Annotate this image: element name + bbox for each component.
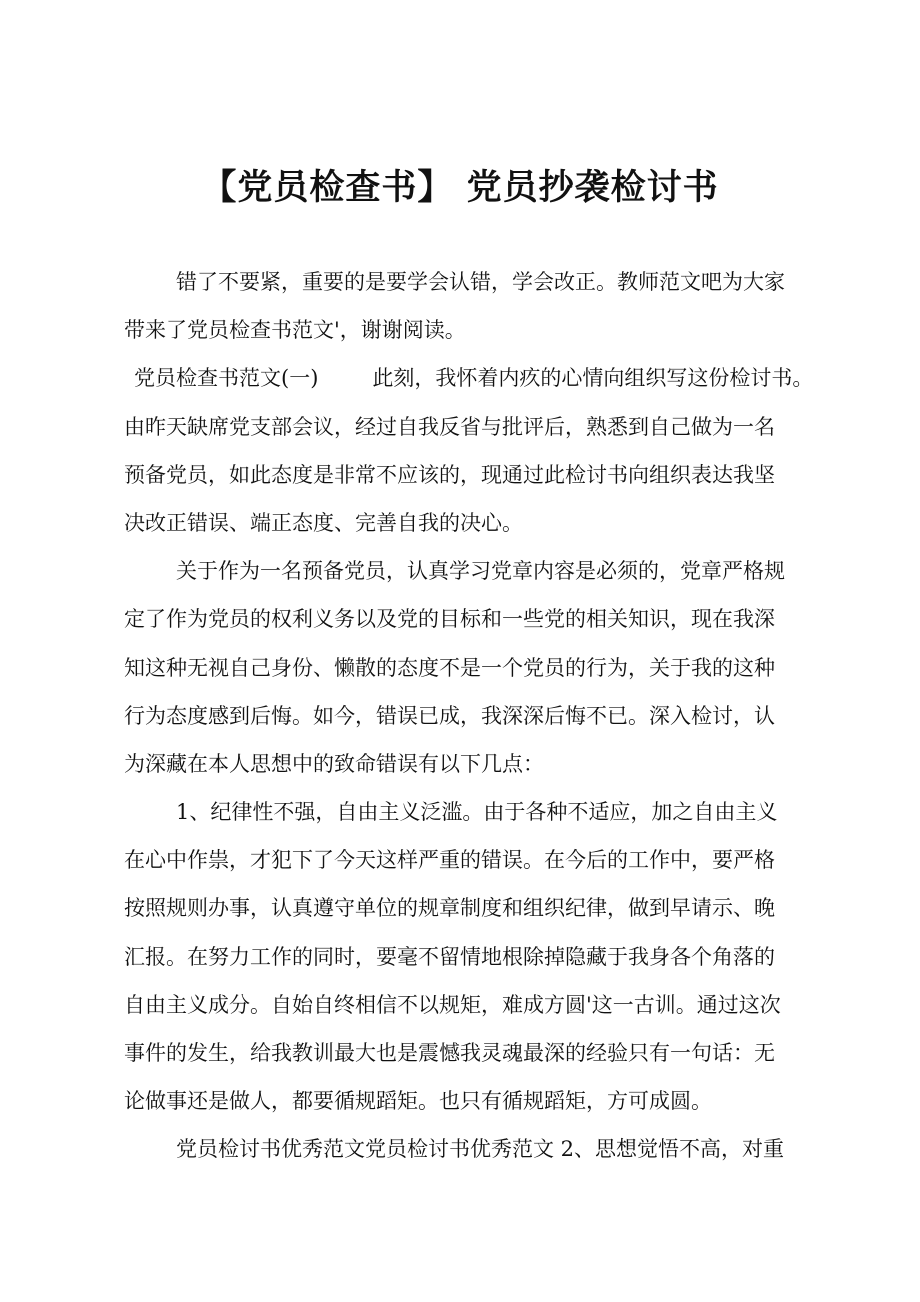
paragraph-line: 知这种无视自己身份、懒散的态度不是一个党员的行为，关于我的这种: [124, 655, 775, 680]
paragraph-line: 在心中作祟，才犯下了今天这样严重的错误。在今后的工作中，要严格: [124, 848, 775, 873]
paragraph-line: 带来了党员检查书范文'，谢谢阅读。: [124, 318, 466, 343]
paragraph-line: 由昨天缺席党支部会议，经过自我反省与批评后，熟悉到自己做为一名: [124, 414, 775, 439]
paragraph-line: 关于作为一名预备党员，认真学习党章内容是必须的，党章严格规: [176, 559, 785, 584]
section-heading: 党员检查书范文(一): [134, 366, 319, 391]
paragraph-line: 定了作为党员的权利义务以及党的目标和一些党的相关知识，现在我深: [124, 607, 775, 632]
paragraph-line: 为深藏在本人思想中的致命错误有以下几点：: [124, 751, 544, 776]
section-heading-line: [124, 354, 824, 402]
document-title: 【党员检查书】 党员抄袭检讨书: [201, 168, 719, 208]
paragraph-line: 汇报。在努力工作的同时，要毫不留情地根除掉隐藏于我身各个角落的: [124, 944, 775, 969]
paragraph-line: 错了不要紧，重要的是要学会认错，学会改正。教师范文吧为大家: [176, 270, 785, 294]
paragraph-line: 党员检讨书优秀范文党员检讨书优秀范文 2、思想觉悟不高，对重: [176, 1137, 785, 1162]
paragraph-line: 预备党员，如此态度是非常不应该的，现通过此检讨书向组织表达我坚: [124, 462, 775, 487]
document-body: [124, 258, 824, 1174]
paragraph-line: 论做事还是做人，都要循规蹈矩。也只有循规蹈矩，方可成圆。: [124, 1089, 712, 1114]
paragraph-line: 按照规则办事，认真遵守单位的规章制度和组织纪律，做到早请示、晚: [124, 896, 775, 921]
paragraph-text: 此刻，我怀着内疚的心情向组织写这份检讨书。: [372, 366, 814, 391]
paragraph-line: 自由主义成分。自始自终相信不以规矩，难成方圆'这一古训。通过这次: [124, 992, 781, 1017]
paragraph-line: 决改正错误、端正态度、完善自我的决心。: [124, 510, 523, 535]
paragraph-line: 事件的发生，给我教训最大也是震憾我灵魂最深的经验只有一句话：无: [124, 1041, 775, 1065]
paragraph-line: 行为态度感到后悔。如今，错误已成，我深深后悔不已。深入检讨，认: [124, 703, 775, 728]
paragraph-line: 1、纪律性不强，自由主义泛滥。由于各种不适应，加之自由主义: [176, 800, 778, 825]
